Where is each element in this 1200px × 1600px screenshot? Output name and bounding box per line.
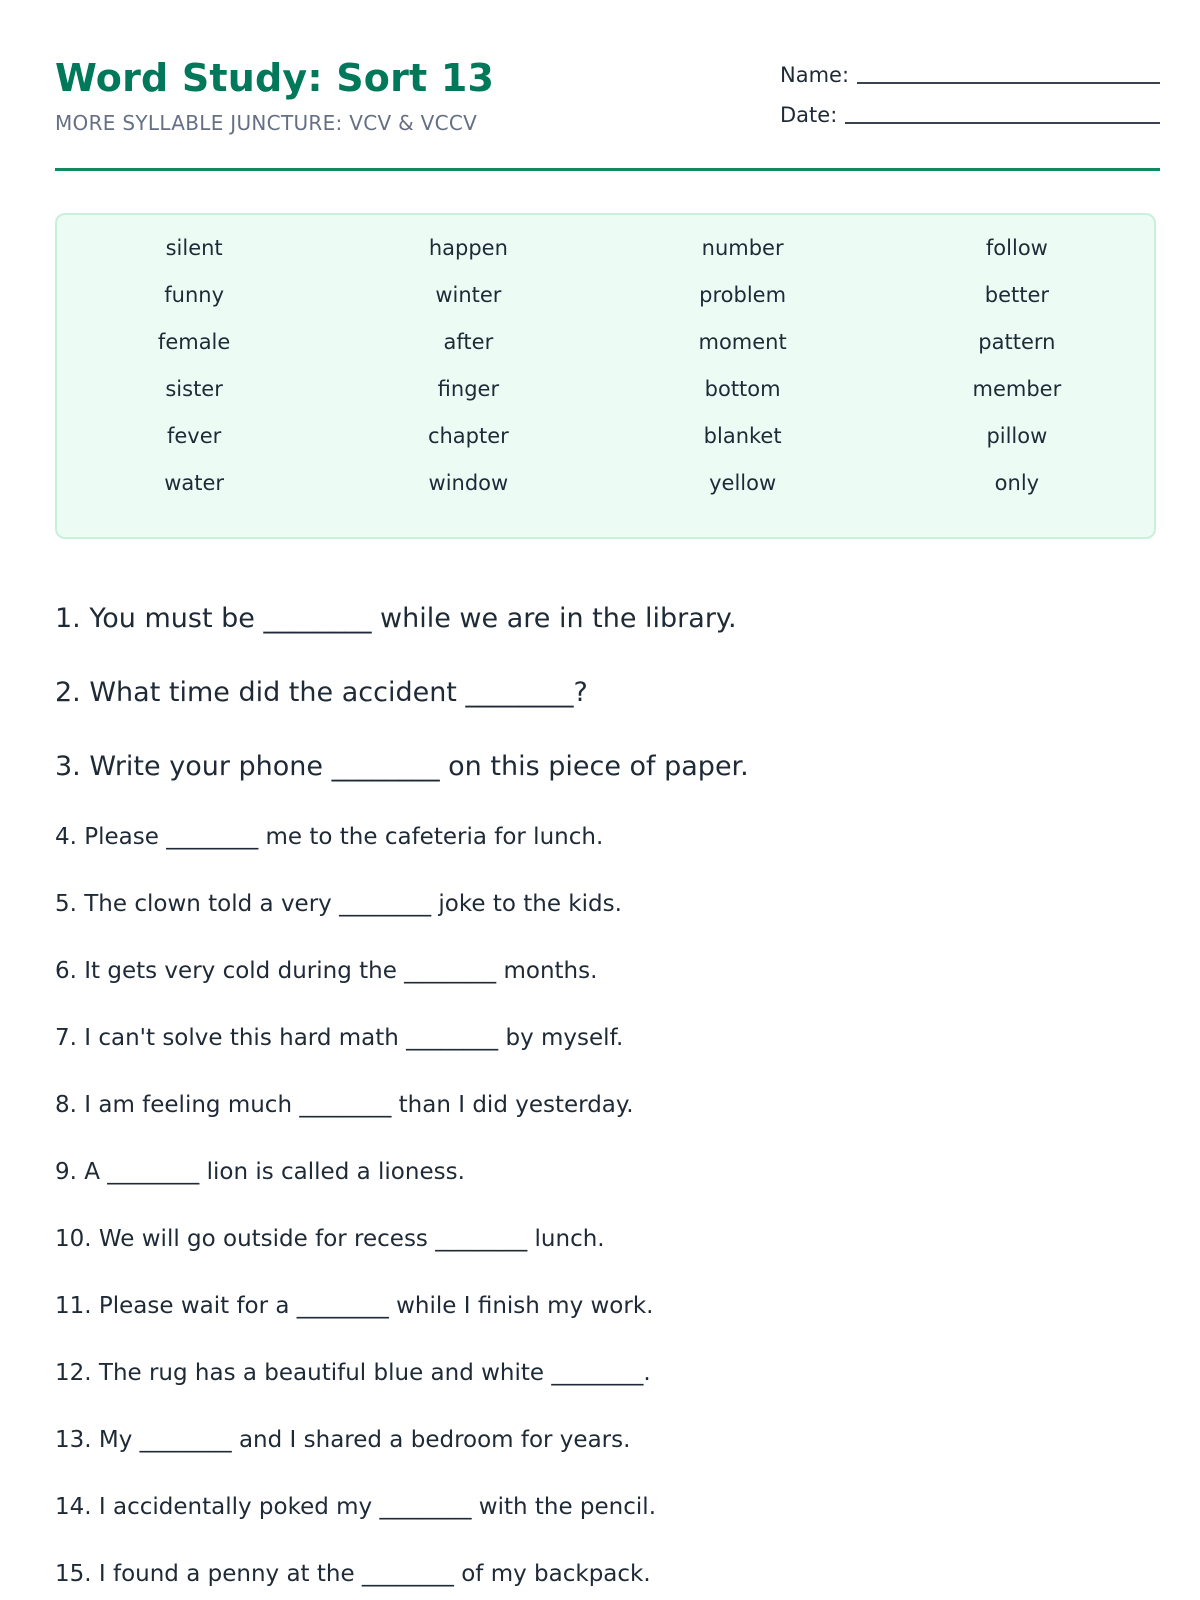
word-bank-item: finger [437,377,500,401]
word-bank-item: winter [435,283,502,307]
sentence-item: 10. We will go outside for recess ________ lunch. [55,1226,605,1252]
sentence-item: 14. I accidentally poked my ________ with the pencil. [55,1494,656,1520]
sentence-item: 5. The clown told a very ________ joke to the kids. [55,891,622,917]
word-bank [55,213,1156,539]
sentence-item: 2. What time did the accident ________? [55,677,588,708]
page-title: Word Study: Sort 13 [55,56,495,100]
sentence-item: 6. It gets very cold during the ________ months. [55,958,598,984]
date-line [845,102,1160,124]
word-bank-item: bottom [704,377,781,401]
word-bank-grid [57,233,1154,515]
word-bank-item: blanket [703,424,782,448]
word-bank-item: female [157,330,231,354]
word-bank-item: silent [165,236,223,260]
sentence-item: 9. A ________ lion is called a lioness. [55,1159,465,1185]
sentence-item: 1. You must be ________ while we are in the library. [55,603,737,634]
word-bank-item: moment [698,330,787,354]
word-bank-item: water [164,471,225,495]
word-bank-item: follow [985,236,1048,260]
sentence-item: 8. I am feeling much ________ than I did yesterday. [55,1092,634,1118]
name-label: Name: [780,63,850,87]
date-label: Date: [780,103,838,127]
date-field [780,101,1160,127]
word-bank-item: fever [166,424,222,448]
word-bank-item: chapter [427,424,509,448]
sentence-item: 7. I can't solve this hard math ________ by myself. [55,1025,624,1051]
word-bank-item: yellow [709,471,777,495]
word-bank-item: problem [699,283,787,307]
word-bank-item: after [443,330,494,354]
name-line [857,62,1160,84]
word-bank-item: sister [165,377,223,401]
sentence-item: 15. I found a penny at the ________ of my backpack. [55,1561,651,1587]
word-bank-item: better [984,283,1050,307]
word-bank-item: only [994,471,1040,495]
worksheet-page [55,0,1160,1600]
student-info-fields [780,61,1160,141]
sentence-item: 12. The rug has a beautiful blue and white ________. [55,1360,651,1386]
name-field [780,61,1160,87]
word-bank-item: pattern [978,330,1056,354]
sentence-item: 3. Write your phone ________ on this piece of paper. [55,751,749,782]
word-bank-item: happen [428,236,508,260]
sentence-item: 13. My ________ and I shared a bedroom for years. [55,1427,631,1453]
word-bank-item: funny [164,283,224,307]
header-divider [55,168,1160,171]
page-subtitle: MORE SYLLABLE JUNCTURE: VCV & VCCV [55,111,478,135]
sentence-item: 4. Please ________ me to the cafeteria for lunch. [55,824,604,850]
sentence-item: 11. Please wait for a ________ while I finish my work. [55,1293,654,1319]
word-bank-item: number [701,236,784,260]
word-bank-item: window [428,471,509,495]
worksheet-header [55,0,1160,172]
word-bank-item: member [972,377,1062,401]
word-bank-item: pillow [986,424,1048,448]
